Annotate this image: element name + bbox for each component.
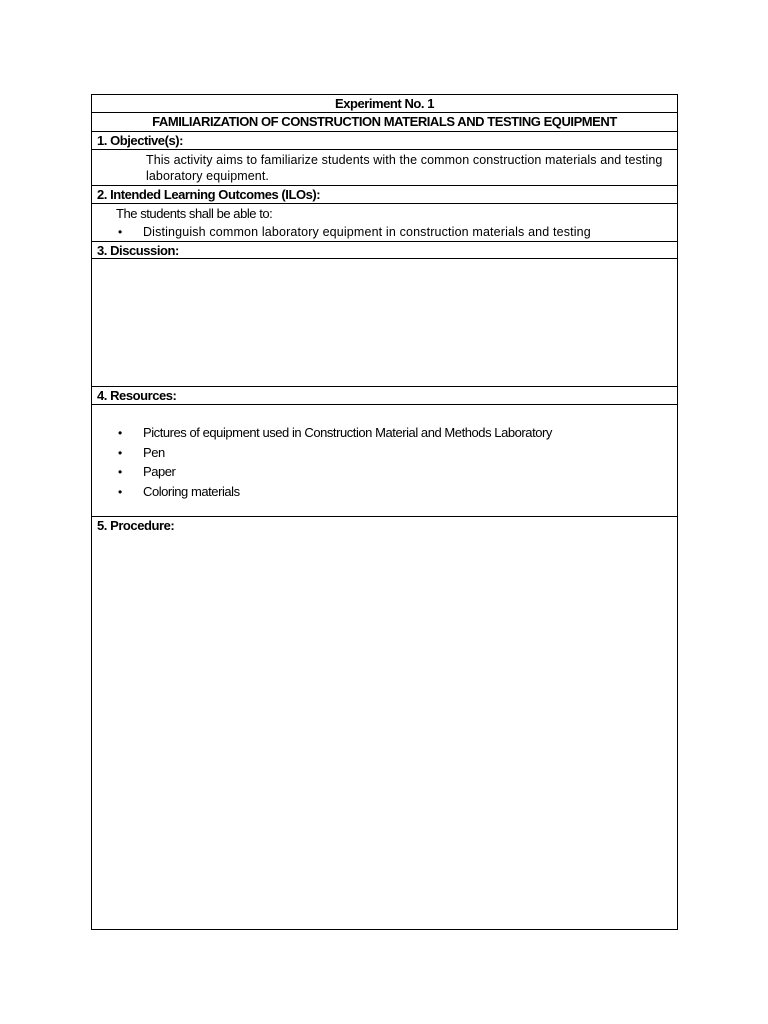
experiment-title-row (92, 113, 677, 132)
objectives-text: This activity aims to familiarize students with the common construction materials and testing laboratory equipment. (146, 153, 663, 183)
bullet-icon: • (118, 445, 122, 460)
discussion-heading-row (92, 242, 677, 259)
objectives-heading: 1. Objective(s): (97, 133, 183, 148)
resources-heading: 4. Resources: (97, 388, 177, 403)
resources-heading-row (92, 387, 677, 405)
resource-item-text: Pictures of equipment used in Construction Material and Methods Laboratory (143, 425, 552, 440)
procedure-heading-row (92, 517, 677, 535)
discussion-body (92, 259, 677, 387)
objectives-body-row (92, 150, 677, 186)
discussion-heading: 3. Discussion: (97, 243, 179, 258)
ilos-intro: The students shall be able to: (116, 206, 273, 221)
objectives-heading-row (92, 132, 677, 150)
resource-item-text: Coloring materials (143, 483, 240, 499)
experiment-form (91, 94, 678, 930)
bullet-icon: • (118, 426, 122, 440)
resource-item-text: Paper (143, 464, 176, 479)
resources-body-row (92, 405, 677, 517)
ilo-item-text: Distinguish common laboratory equipment in construction materials and testing (143, 225, 591, 239)
bullet-icon: • (118, 225, 123, 239)
bullet-icon: • (118, 465, 122, 479)
experiment-number: Experiment No. 1 (335, 96, 434, 111)
experiment-number-row (92, 95, 677, 113)
ilo-list-item (118, 224, 591, 240)
ilos-heading-row (92, 186, 677, 204)
bullet-icon: • (118, 484, 122, 499)
ilos-body-row (92, 204, 677, 242)
ilos-heading: 2. Intended Learning Outcomes (ILOs): (97, 187, 321, 202)
experiment-title: FAMILIARIZATION OF CONSTRUCTION MATERIALS AND TESTING EQUIPMENT (152, 114, 617, 129)
resource-item-text: Pen (143, 444, 165, 460)
procedure-heading: 5. Procedure: (97, 518, 175, 533)
